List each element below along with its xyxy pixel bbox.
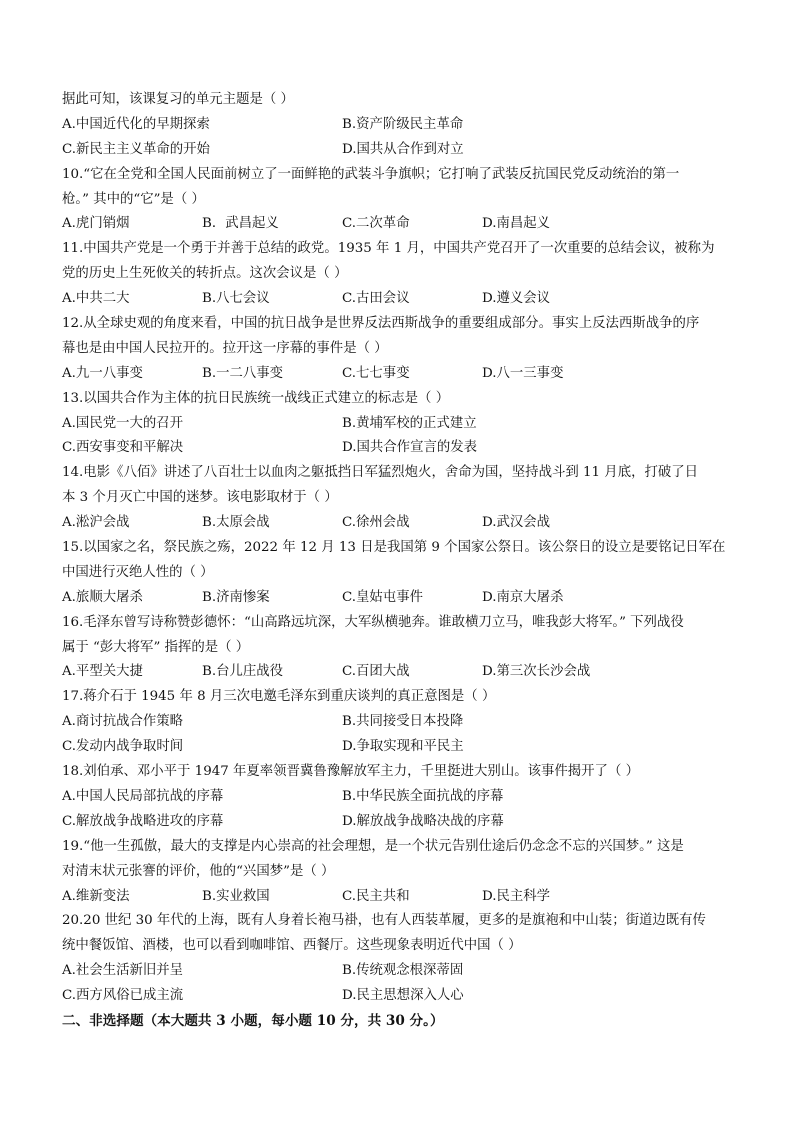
option-row: [62, 138, 734, 163]
option-row: [62, 660, 734, 685]
option-row: [62, 412, 734, 437]
option-d: D.武汉会战: [482, 515, 551, 531]
question-stem-line: 本 3 个月灭亡中国的迷梦。该电影取材于（ ）: [62, 490, 338, 506]
question-stem-line: 10.“它在全党和全国人民面前树立了一面鲜艳的武装斗争旗帜；它打响了武装反抗国民党反动统治的第一: [62, 166, 680, 182]
option-b: B.一二八事变: [202, 365, 284, 381]
option-d: D.解放战争战略决战的序幕: [342, 813, 504, 829]
question-stem-line: 统中餐饭馆、酒楼，也可以看到咖啡馆、西餐厅。这些现象表明近代中国（ ）: [62, 938, 522, 954]
option-c: C.解放战争战略进攻的序幕: [62, 813, 224, 829]
option-a: A.中共二大: [62, 291, 130, 307]
option-a: A.商讨抗战合作策略: [62, 714, 184, 730]
question-stem-line: 14.电影《八佰》讲述了八百壮士以血肉之躯抵挡日军猛烈炮火，舍命为国，坚持战斗到 11 月底，打破了日: [62, 465, 699, 481]
option-d: D.国共合作宣言的发表: [342, 440, 478, 456]
option-b: B.资产阶级民主革命: [342, 116, 464, 132]
question-item: [62, 835, 734, 910]
option-b: B.黄埔军校的正式建立: [342, 415, 477, 431]
option-d: D.遵义会议: [482, 291, 551, 307]
question-stem-line: 12.从全球史观的角度来看，中国的抗日战争是世界反法西斯战争的重要组成部分。事实上反法西斯战争的序: [62, 316, 700, 332]
question-item: [62, 536, 734, 611]
question-stem-line: 19.“他一生孤傲，最大的支撑是内心崇高的社会理想，是一个状元告别仕途后仍念念不忘的兴国梦。” 这是: [62, 838, 684, 854]
question-stem-line: 11.中国共产党是一个勇于并善于总结的政党。1935 年 1 月，中国共产党召开了一次重要的总结会议，被称为: [62, 241, 715, 257]
question-item: [62, 909, 734, 1009]
option-c: C.二次革命: [342, 216, 410, 232]
option-row: [62, 735, 734, 760]
option-row: [62, 586, 734, 611]
option-row: [62, 511, 734, 536]
option-a: A.虎门销烟: [62, 216, 130, 232]
option-row: [62, 287, 734, 312]
option-d: D.国共从合作到对立: [342, 141, 464, 157]
question-item: [62, 685, 734, 760]
option-row: [62, 212, 734, 237]
option-row: [62, 436, 734, 461]
option-a: A.九一八事变: [62, 365, 143, 381]
option-c: C.西安事变和平解决: [62, 440, 184, 456]
question-stem-line: 属于 “彭大将军” 指挥的是（ ）: [62, 639, 250, 655]
option-a: A.淞沪会战: [62, 515, 130, 531]
question-item: [62, 163, 734, 238]
option-b: B.实业救国: [202, 888, 270, 904]
option-c: C.西方风俗已成主流: [62, 988, 184, 1004]
option-a: A.国民党一大的召开: [62, 415, 184, 431]
option-d: D.争取实现和平民主: [342, 739, 464, 755]
option-row: [62, 710, 734, 735]
question-stem-line: 20.20 世纪 30 年代的上海，既有人身着长袍马褂，也有人西装革履，更多的是旗袍和中山装；街道边既有传: [62, 913, 706, 929]
option-d: D.南昌起义: [482, 216, 551, 232]
question-stem-line: 中国进行灭绝人性的（ ）: [62, 564, 214, 580]
option-b: B.济南惨案: [202, 589, 270, 605]
option-d: D.南京大屠杀: [482, 589, 564, 605]
option-row: [62, 984, 734, 1009]
option-c: C.民主共和: [342, 888, 410, 904]
question-stem-line: 13.以国共合作为主体的抗日民族统一战线正式建立的标志是（ ）: [62, 390, 450, 406]
question-list: [62, 163, 734, 1009]
question-stem: 据此可知，该课复习的单元主题是（ ）: [62, 92, 294, 107]
option-c: C.发动内战争取时间: [62, 739, 184, 755]
question-stem-line: 对清末状元张謇的评价，他的“兴国梦”是（ ）: [62, 863, 335, 879]
option-b: B．武昌起义: [202, 216, 279, 232]
question-item: [62, 461, 734, 536]
question-stem-line: 枪。” 其中的“它”是（ ）: [62, 191, 205, 207]
section-heading: 二、非选择题（本大题共 3 小题，每小题 10 分，共 30 分。）: [62, 1012, 444, 1029]
exam-page: [62, 88, 734, 1034]
option-c: C.新民主主义革命的开始: [62, 141, 210, 157]
option-b: B.八七会议: [202, 291, 270, 307]
option-row: [62, 885, 734, 910]
option-d: D.民主科学: [482, 888, 551, 904]
option-d: D.第三次长沙会战: [482, 664, 591, 680]
option-d: D.八一三事变: [482, 365, 564, 381]
option-row: [62, 810, 734, 835]
option-c: C.徐州会战: [342, 515, 410, 531]
option-c: C.七七事变: [342, 365, 410, 381]
option-row: [62, 362, 734, 387]
option-c: C.皇姑屯事件: [342, 589, 423, 605]
option-b: B.中华民族全面抗战的序幕: [342, 788, 504, 804]
option-b: B.共同接受日本投降: [342, 714, 464, 730]
option-a: A.中国近代化的早期探索: [62, 116, 210, 132]
option-d: D.民主思想深入人心: [342, 988, 464, 1004]
question-stem-line: 18.刘伯承、邓小平于 1947 年夏率领晋冀鲁豫解放军主力，千里挺进大别山。该事件揭开了（ ）: [62, 764, 639, 780]
question-stem-line: 15.以国家之名，祭民族之殇，2022 年 12 月 13 日是我国第 9 个国家公祭日。该公祭日的设立是要铭记日军在: [62, 540, 726, 556]
question-item: [62, 237, 734, 312]
question-stem-line: 17.蒋介石于 1945 年 8 月三次电邀毛泽东到重庆谈判的真正意图是（ ）: [62, 689, 496, 705]
option-row: [62, 785, 734, 810]
option-a: A.社会生活新旧并呈: [62, 963, 184, 979]
question-stem-line: 党的历史上生死攸关的转折点。这次会议是（ ）: [62, 266, 348, 282]
option-a: A.平型关大捷: [62, 664, 143, 680]
option-row: [62, 113, 734, 138]
question-item: [62, 611, 734, 686]
option-row: [62, 959, 734, 984]
question-item: [62, 312, 734, 387]
question-item: [62, 760, 734, 835]
option-a: A.中国人民局部抗战的序幕: [62, 788, 224, 804]
question-stem-line: 幕也是由中国人民拉开的。拉开这一序幕的事件是（ ）: [62, 340, 388, 356]
option-b: B.传统观念根深蒂固: [342, 963, 464, 979]
option-b: B.台儿庄战役: [202, 664, 284, 680]
option-a: A.维新变法: [62, 888, 130, 904]
option-c: C.古田会议: [342, 291, 410, 307]
lead-question: [62, 88, 734, 163]
question-stem-line: 16.毛泽东曾写诗称赞彭德怀：“山高路远坑深，大军纵横驰奔。谁敢横刀立马，唯我彭大将军。” 下列战役: [62, 614, 684, 630]
option-a: A.旅顺大屠杀: [62, 589, 143, 605]
question-item: [62, 387, 734, 462]
option-c: C.百团大战: [342, 664, 410, 680]
option-b: B.太原会战: [202, 515, 270, 531]
